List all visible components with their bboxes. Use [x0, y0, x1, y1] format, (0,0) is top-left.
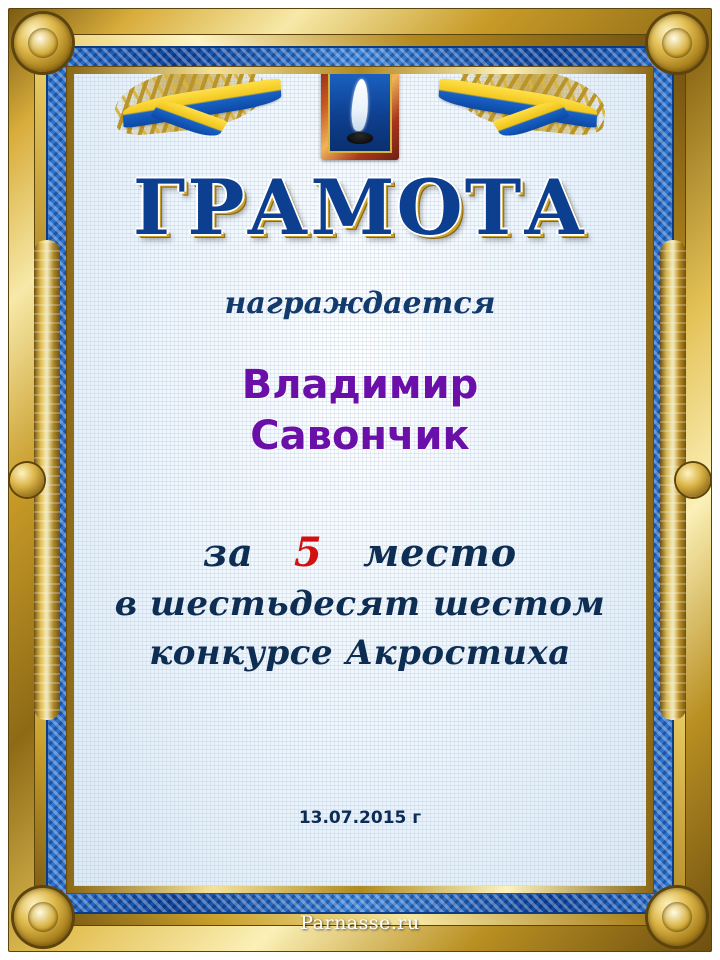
- emblem-frame: [321, 74, 399, 160]
- award-contest-ordinal: в шестьдесят шестом: [114, 584, 606, 624]
- ribbon-tail-right-icon: [492, 97, 570, 140]
- ribbon-left-icon: [122, 77, 281, 128]
- corner-medallion-top-left-icon: [14, 14, 72, 72]
- recipient-name: [74, 360, 646, 462]
- recipient-first-name: Владимир: [241, 362, 479, 408]
- ribbon-right-icon: [438, 77, 597, 128]
- emblem-picture: [328, 74, 392, 153]
- award-place-line: [74, 526, 646, 580]
- certificate-paper: [74, 74, 646, 886]
- recipient-last-name: Савончик: [250, 413, 470, 460]
- side-medallion-right-icon: [676, 463, 710, 497]
- award-contest-name: конкурсе Акростиха: [149, 633, 571, 674]
- issue-date: 13.07.2015 г: [298, 808, 422, 828]
- award-subtitle: награждается: [224, 286, 496, 321]
- award-prefix: за: [202, 530, 254, 575]
- site-watermark: Parnasse.ru: [300, 912, 420, 934]
- award-place-number: 5: [294, 529, 323, 576]
- award-description: [74, 526, 646, 679]
- page-title: ГРАМОТА: [74, 170, 646, 246]
- feather-quill-icon: [350, 79, 370, 132]
- inkwell-icon: [347, 132, 373, 144]
- ribbon-tail-left-icon: [150, 97, 228, 140]
- award-place-word: место: [363, 530, 518, 575]
- side-medallion-left-icon: [10, 463, 44, 497]
- corner-medallion-top-right-icon: [648, 14, 706, 72]
- laurel-right-icon: [453, 74, 609, 138]
- laurel-left-icon: [111, 74, 267, 138]
